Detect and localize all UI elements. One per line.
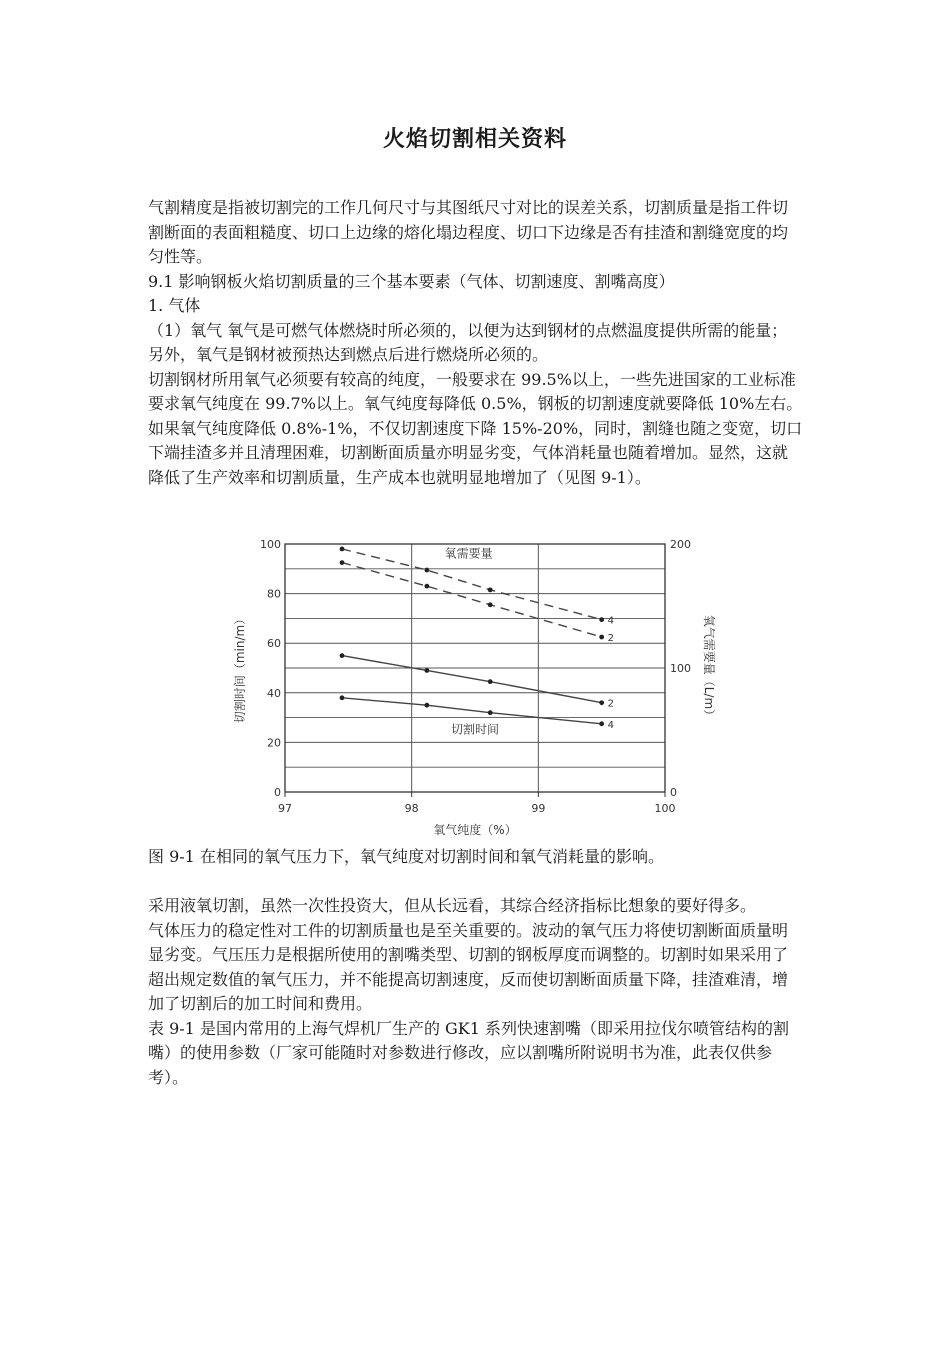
series-end-label: 2 bbox=[607, 698, 615, 710]
data-point bbox=[340, 653, 345, 658]
figure-caption: 图 9-1 在相同的氧气压力下，氧气纯度对切割时间和氧气消耗量的影响。 bbox=[148, 847, 664, 866]
data-point bbox=[488, 602, 493, 607]
x-axis-title: 氧气纯度（%） bbox=[433, 823, 517, 837]
data-point bbox=[424, 584, 429, 589]
paragraph-definition: 气割精度是指被切割完的工作几何尺寸与其图纸尺寸对比的误差关系，切割质量是指工件切割断面的表面粗糙度、切口上边缘的熔化塌边程度、切口下边缘是否有挂渣和割缝宽度的均匀性等。 bbox=[148, 198, 789, 266]
paragraph-table-ref: 表 9-1 是国内常用的上海气焊机厂生产的 GK1 系列快速割嘴（即采用拉伐尔喷管结构的割嘴）的使用参数（厂家可能随时对参数进行修改，应以割嘴所附说明书为准，此表仅供参考）。 bbox=[148, 1018, 790, 1087]
data-point bbox=[599, 635, 604, 640]
x-tick-label: 100 bbox=[654, 802, 676, 815]
data-point bbox=[488, 710, 493, 715]
page-title: 火焰切割相关资料 bbox=[382, 127, 567, 152]
series-end-label: 2 bbox=[607, 633, 615, 644]
data-point bbox=[488, 587, 493, 592]
x-tick-label: 97 bbox=[278, 802, 292, 815]
series-line-time bbox=[342, 698, 602, 724]
series-line-oxygen bbox=[342, 563, 602, 637]
x-tick-label: 99 bbox=[531, 802, 546, 815]
data-point bbox=[424, 568, 429, 573]
y2-axis-title: 氧气需要量（L/m） bbox=[702, 614, 716, 722]
y2-tick-label: 200 bbox=[670, 538, 691, 551]
paragraph-purity: 切割钢材所用氧气必须要有较高的纯度，一般要求在 99.5%以上，一些先进国家的工业标准要求氧气纯度在 99.7%以上。氧气纯度每降低 0.5%，钢板的切割速度就要降低 10%左右。如果氧气纯度降低 0.8%-1%，不仅切割速度下降 15%-20%，同时，割缝也随之变宽，切口下端挂渣多并且清理困难，切割断面质量亦明显劣变，气体消耗量也随着增加。显然，这就降低了生产效率和切割质量，生产成本也就明显地增加了（见图 9-1）。 bbox=[148, 369, 803, 487]
series-end-label: 4 bbox=[607, 719, 615, 731]
purity-chart bbox=[228, 530, 716, 840]
y2-tick-label: 0 bbox=[670, 786, 677, 799]
y-tick-label: 60 bbox=[267, 637, 281, 651]
series-end-label: 4 bbox=[607, 615, 615, 627]
annotation-oxygen: 氧需要量 bbox=[444, 546, 493, 561]
y-tick-label: 40 bbox=[267, 686, 281, 700]
intro-text bbox=[148, 196, 803, 490]
series-line-time bbox=[342, 656, 602, 703]
annotation-time: 切割时间 bbox=[450, 722, 500, 737]
x-tick-label: 98 bbox=[404, 802, 419, 815]
y-tick-label: 20 bbox=[267, 736, 281, 750]
data-point bbox=[599, 721, 604, 726]
y-axis-title: 切割时间（min/m） bbox=[233, 612, 247, 724]
paragraph-oxygen: （1）氧气 氧气是可燃气体燃烧时所必须的，以便为达到钢材的点燃温度提供所需的能量；另外，氧气是钢材被预热达到燃点后进行燃烧所必须的。 bbox=[148, 320, 788, 364]
y-tick-label: 80 bbox=[267, 587, 281, 601]
data-point bbox=[488, 679, 493, 684]
subsection-heading: 1. 气体 bbox=[148, 296, 201, 315]
data-point bbox=[340, 547, 345, 552]
y-tick-label: 100 bbox=[260, 538, 281, 551]
data-point bbox=[424, 703, 429, 708]
y-tick-label: 0 bbox=[274, 786, 281, 799]
paragraph-liquid-oxygen: 采用液氧切割，虽然一次性投资大，但从长远看，其综合经济指标比想象的要好得多。 bbox=[148, 896, 757, 915]
data-point bbox=[599, 617, 604, 622]
figure-9-1 bbox=[228, 530, 716, 840]
figure-caption-block bbox=[148, 845, 803, 870]
y2-tick-label: 100 bbox=[670, 662, 691, 675]
body-text bbox=[148, 894, 803, 1090]
data-point bbox=[599, 700, 604, 705]
section-heading: 9.1 影响钢板火焰切割质量的三个基本要素（气体、切割速度、割嘴高度） bbox=[148, 271, 675, 291]
paragraph-pressure: 气体压力的稳定性对工件的切割质量也是至关重要的。波动的氧气压力将使切割断面质量明显劣变。气压压力是根据所使用的割嘴类型、切割的钢板厚度而调整的。切割时如果采用了超出规定数值的氧气压力，并不能提高切割速度，反而使切割断面质量下降，挂渣难清，增加了切割后的加工时间和费用。 bbox=[148, 920, 789, 1013]
data-point bbox=[340, 560, 345, 565]
data-point bbox=[340, 695, 345, 700]
data-point bbox=[424, 668, 429, 673]
